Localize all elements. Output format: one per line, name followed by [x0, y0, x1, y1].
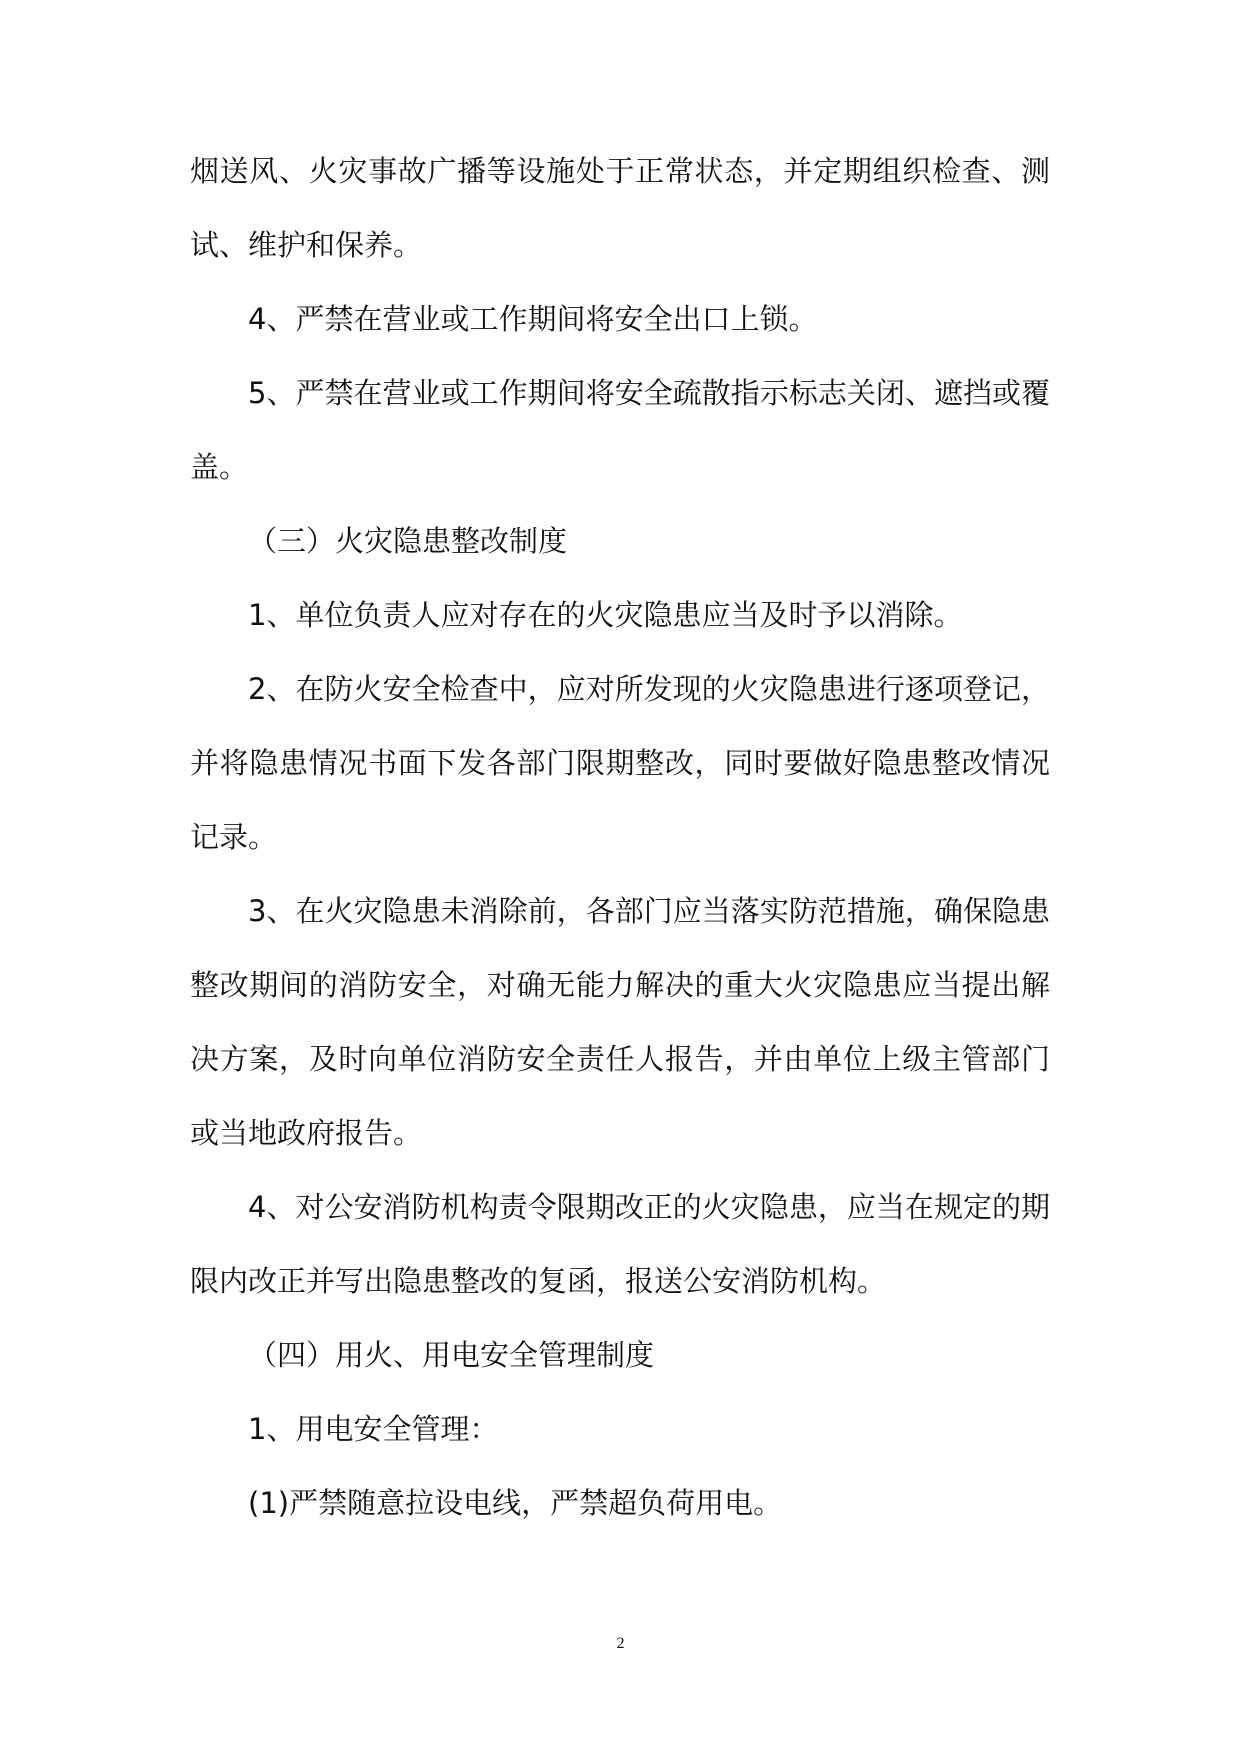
- paragraph-continued: 烟送风、火灾事故广播等设施处于正常状态，并定期组织检查、测试、维护和保养。: [190, 154, 1050, 262]
- paragraph-item-4b: 4、对公安消防机构责令限期改正的火灾隐患，应当在规定的期限内改正并写出隐患整改的复函，报送公安消防机构。: [190, 1190, 1050, 1298]
- paragraph-item-1: 1、单位负责人应对存在的火灾隐患应当及时予以消除。: [248, 598, 963, 632]
- paragraph-subitem-1: 1、用电安全管理：: [248, 1412, 499, 1446]
- paragraph-subitem-1-1: (1)严禁随意拉设电线，严禁超负荷用电。: [248, 1486, 783, 1520]
- paragraph-item-4: 4、严禁在营业或工作期间将安全出口上锁。: [248, 302, 818, 336]
- section-heading-3: （三）火灾隐患整改制度: [248, 524, 568, 558]
- paragraph-item-2: 2、在防火安全检查中，应对所发现的火灾隐患进行逐项登记，并将隐患情况书面下发各部门限期整改，同时要做好隐患整改情况记录。: [190, 672, 1050, 854]
- section-heading-4: （四）用火、用电安全管理制度: [248, 1338, 655, 1372]
- page-number: 2: [616, 1635, 625, 1652]
- paragraph-item-5: 5、严禁在营业或工作期间将安全疏散指示标志关闭、遮挡或覆盖。: [190, 376, 1050, 484]
- document-body: [190, 134, 1050, 1540]
- paragraph-item-3: 3、在火灾隐患未消除前，各部门应当落实防范措施，确保隐患整改期间的消防安全，对确无能力解决的重大火灾隐患应当提出解决方案，及时向单位消防安全责任人报告，并由单位上级主管部门或当地政府报告。: [190, 894, 1050, 1150]
